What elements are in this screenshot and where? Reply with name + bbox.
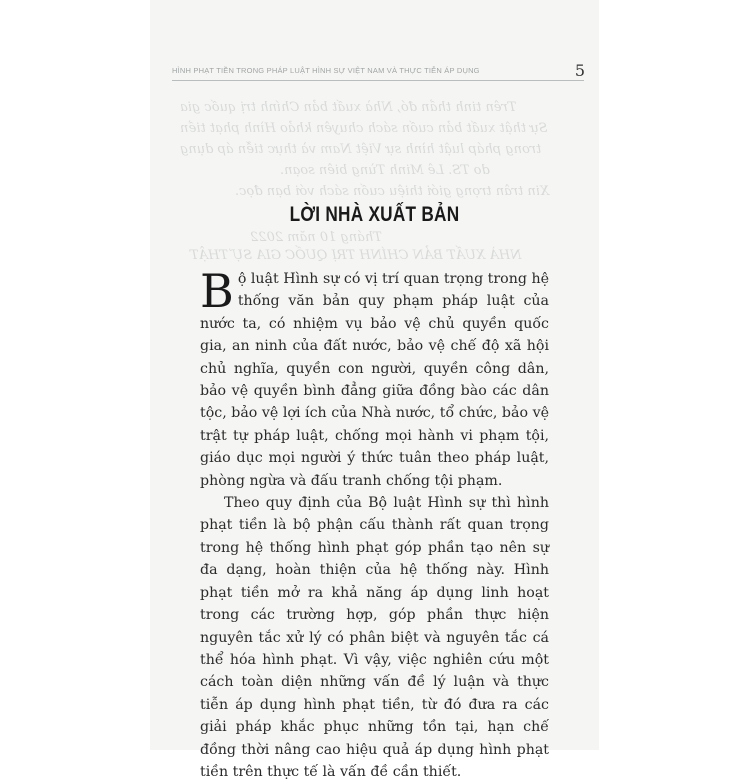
bleed-through-line: NHÀ XUẤT BẢN CHÍNH TRỊ QUỐC GIA SỰ THẬT	[190, 248, 522, 263]
bleed-through-line: Tháng 10 năm 2022	[250, 230, 382, 245]
drop-cap: B	[200, 264, 234, 318]
bleed-through-line: Sự thật xuất bản cuốn sách chuyên khảo Hình phạt tiền	[180, 121, 548, 136]
bleed-through-line: trong pháp luật hình sự Việt Nam và thực tiễn áp dụng	[180, 142, 542, 157]
header-rule	[172, 80, 584, 81]
bleed-through-line: do TS. Lê Minh Tùng biên soạn.	[280, 163, 490, 178]
paragraph-1-text: ộ luật Hình sự có vị trí quan trọng trong hệ thống văn bản quy phạm pháp luật của nước ta, có nhiệm vụ bảo vệ chủ quyền quốc gia, an ninh của đất nước, bảo vệ chế độ xã hội chủ nghĩa, quyền con người, quyền công dân, bảo vệ quyền bình đẳng giữa đồng bào các dân tộc, bảo vệ lợi ích của Nhà nước, tổ chức, bảo vệ trật tự pháp luật, chống mọi hành vi phạm tội, giáo dục mọi người ý thức tuân theo pháp luật, phòng ngừa và đấu tranh chống tội phạm.	[200, 271, 549, 489]
paragraph-1	[200, 264, 549, 492]
bleed-through-line: Xin trân trọng giới thiệu cuốn sách với bạn đọc.	[235, 184, 550, 199]
book-page	[150, 0, 599, 780]
paragraph-2: Theo quy định của Bộ luật Hình sự thì hình phạt tiền là bộ phận cấu thành rất quan trọng trong hệ thống hình phạt góp phần tạo nên sự đa dạng, hoàn thiện của hệ thống này. Hình phạt tiền mở ra khả năng áp dụng linh hoạt trong các trường hợp, góp phần thực hiện nguyên tắc xử lý có phân biệt và nguyên tắc cá thể hóa hình phạt. Vì vậy, việc nghiên cứu một cách toàn diện những vấn đề lý luận và thực tiễn áp dụng hình phạt tiền, từ đó đưa ra các giải pháp khắc phục những tồn tại, hạn chế đồng thời nâng cao hiệu quả áp dụng hình phạt tiền trên thực tế là vấn đề cần thiết.	[200, 495, 549, 780]
body-text	[200, 264, 549, 783]
bleed-through-line: Trên tinh thần đó, Nhà xuất bản Chính trị quốc gia	[180, 100, 517, 115]
page-number: 5	[574, 61, 585, 80]
page-title: LỜI NHÀ XUẤT BẢN	[289, 203, 460, 226]
running-header: HÌNH PHẠT TIỀN TRONG PHÁP LUẬT HÌNH SỰ VIỆT NAM VÀ THỰC TIỄN ÁP DỤNG	[172, 66, 480, 75]
